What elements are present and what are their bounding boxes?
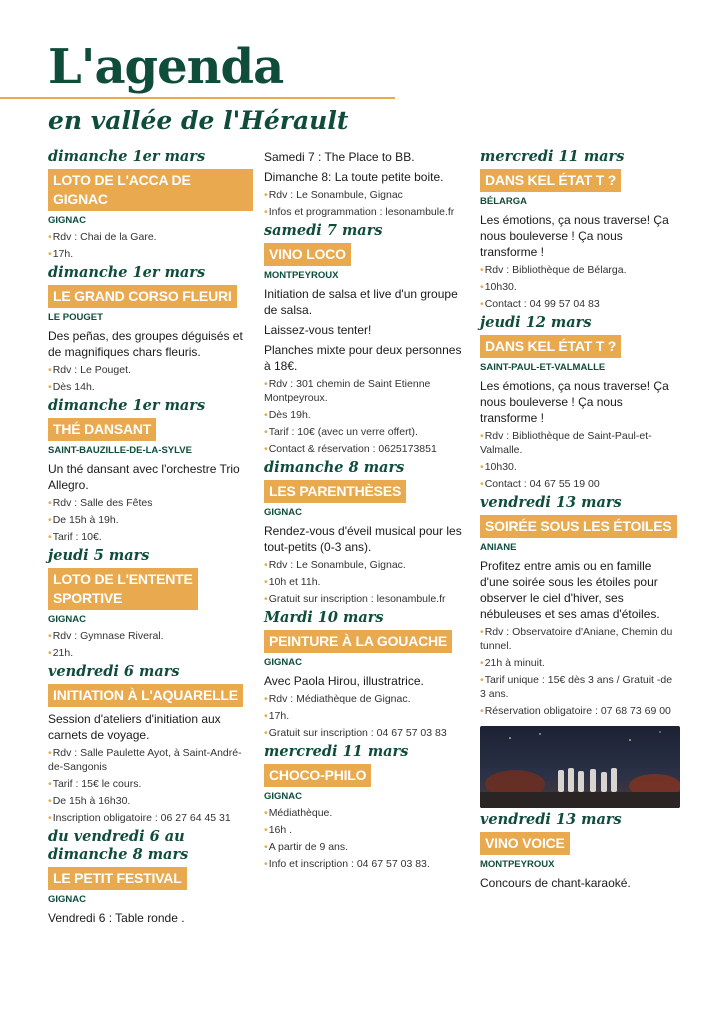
event-detail: [480, 280, 680, 294]
event-detail: [480, 625, 680, 653]
event-detail: [264, 425, 469, 439]
event-description: Les émotions, ça nous traverse! Ça nous bouleverse ! Ça nous transforme !: [480, 379, 669, 425]
bullet-icon: •: [48, 514, 52, 526]
event-detail-text: Rdv : Médiathèque de Gignac.: [268, 693, 411, 705]
event-detail-text: Gratuit sur inscription : 04 67 57 03 83: [268, 727, 447, 739]
bullet-icon: •: [48, 231, 52, 243]
bullet-icon: •: [480, 281, 484, 293]
event-description: Laissez-vous tenter!: [264, 323, 372, 337]
agenda-event: [480, 494, 680, 718]
event-date: samedi 7 mars: [264, 222, 383, 239]
agenda-event: [480, 314, 680, 491]
event-detail-text: Rdv : Bibliothèque de Saint-Paul-et-Valmalle.: [480, 430, 652, 456]
event-detail-text: Gratuit sur inscription : lesonambule.fr: [268, 593, 446, 605]
bullet-icon: •: [264, 841, 268, 853]
event-detail-text: 10h et 11h.: [268, 576, 321, 588]
event-description: Vendredi 6 : Table ronde .: [48, 911, 185, 925]
event-location: SAINT-PAUL-ET-VALMALLE: [480, 362, 606, 373]
event-detail-text: Tarif : 10€.: [52, 531, 102, 543]
bullet-icon: •: [264, 576, 268, 588]
event-detail: [264, 408, 469, 422]
event-detail-text: De 15h à 19h.: [52, 514, 119, 526]
bullet-icon: •: [48, 364, 52, 376]
bullet-icon: •: [480, 430, 484, 442]
bullet-icon: •: [48, 795, 52, 807]
agenda-event: [264, 222, 469, 456]
event-date: dimanche 8 mars: [264, 459, 405, 476]
event-detail-text: De 15h à 16h30.: [52, 795, 131, 807]
event-description: Dimanche 8: La toute petite boite.: [264, 170, 444, 184]
event-detail: [48, 629, 253, 643]
event-detail-text: Rdv : Le Sonambule, Gignac: [268, 189, 403, 201]
event-date: jeudi 5 mars: [48, 547, 150, 564]
title-rule: [0, 97, 395, 99]
event-description: Planches mixte pour deux personnes à 18€.: [264, 343, 462, 373]
event-detail-text: A partir de 9 ans.: [268, 841, 349, 853]
event-detail: [48, 496, 253, 510]
event-location: MONTPEYROUX: [480, 859, 555, 870]
event-detail: [264, 377, 469, 405]
event-title-tag: PEINTURE À LA GOUACHE: [264, 630, 452, 653]
page-subtitle: en vallée de l'Hérault: [48, 106, 349, 135]
event-detail-text: Rdv : Salle Paulette Ayot, à Saint-André-de-Sangonis: [48, 747, 242, 773]
event-detail-text: Rdv : Le Sonambule, Gignac.: [268, 559, 406, 571]
event-detail: [48, 230, 253, 244]
event-description: Concours de chant-karaoké.: [480, 876, 631, 890]
page-title: L'agenda: [48, 39, 284, 95]
event-date: du vendredi 6 au dimanche 8 mars: [48, 828, 189, 863]
bullet-icon: •: [264, 559, 268, 571]
agenda-column-3: [480, 145, 680, 891]
event-title-tag: DANS KEL ÉTAT T ?: [480, 169, 621, 192]
bullet-icon: •: [264, 206, 268, 218]
bullet-icon: •: [480, 478, 484, 490]
bullet-icon: •: [264, 710, 268, 722]
event-detail-text: Rdv : Observatoire d'Aniane, Chemin du tunnel.: [480, 626, 673, 652]
bullet-icon: •: [264, 807, 268, 819]
bullet-icon: •: [48, 778, 52, 790]
event-photo: [480, 726, 680, 808]
event-detail-text: Rdv : 301 chemin de Saint Etienne Montpeyroux.: [264, 378, 431, 404]
event-title-line: SPORTIVE: [53, 590, 123, 606]
event-title-tag: LE PETIT FESTIVAL: [48, 867, 187, 890]
event-detail: [48, 777, 253, 791]
event-detail-text: Tarif : 15€ le cours.: [52, 778, 142, 790]
event-detail-text: Tarif unique : 15€ dès 3 ans / Gratuit -de 3 ans.: [480, 674, 673, 700]
event-title-tag: CHOCO-PHILO: [264, 764, 371, 787]
event-description: Les émotions, ça nous traverse! Ça nous bouleverse ! Ça nous transforme !: [480, 213, 669, 259]
event-location: GIGNAC: [264, 507, 302, 518]
event-title-tag: LOTO DE L'ACCA DE GIGNAC: [48, 169, 253, 211]
event-date: vendredi 13 mars: [480, 494, 622, 511]
event-detail-text: Rdv : Bibliothèque de Bélarga.: [484, 264, 627, 276]
event-detail: [264, 857, 469, 871]
event-detail-text: 16h .: [268, 824, 293, 836]
agenda-event: [480, 148, 680, 311]
bullet-icon: •: [48, 381, 52, 393]
event-location: GIGNAC: [48, 614, 86, 625]
event-detail: [48, 363, 253, 377]
bullet-icon: •: [480, 705, 484, 717]
event-detail: [264, 840, 469, 854]
event-detail-text: Tarif : 10€ (avec un verre offert).: [268, 426, 418, 438]
bullet-icon: •: [48, 647, 52, 659]
bullet-icon: •: [48, 248, 52, 260]
event-detail-text: 10h30.: [484, 461, 517, 473]
agenda-column-2: [264, 145, 469, 871]
event-title-tag: LES PARENTHÈSES: [264, 480, 406, 503]
bullet-icon: •: [480, 674, 484, 686]
bullet-icon: •: [480, 626, 484, 638]
bullet-icon: •: [264, 378, 268, 390]
event-title-tag: INITIATION À L'AQUARELLE: [48, 684, 243, 707]
event-detail-text: 17h.: [52, 248, 74, 260]
event-detail-text: Rdv : Chai de la Gare.: [52, 231, 157, 243]
agenda-event: [48, 828, 253, 926]
event-title-tag: SOIRÉE SOUS LES ÉTOILES: [480, 515, 677, 538]
event-date: dimanche 1er mars: [48, 148, 206, 165]
bullet-icon: •: [48, 531, 52, 543]
event-date: mercredi 11 mars: [480, 148, 625, 165]
bullet-icon: •: [480, 298, 484, 310]
event-detail: [264, 692, 469, 706]
bullet-icon: •: [48, 630, 52, 642]
agenda-event: [264, 149, 469, 219]
event-detail: [480, 429, 680, 457]
bullet-icon: •: [264, 858, 268, 870]
bullet-icon: •: [480, 264, 484, 276]
event-detail: [48, 513, 253, 527]
event-title-line: LOTO DE L'ENTENTE: [53, 571, 193, 587]
event-location: SAINT-BAUZILLE-DE-LA-SYLVE: [48, 445, 192, 456]
event-detail: [480, 704, 680, 718]
agenda-event: [48, 397, 253, 544]
agenda-column-1: [48, 145, 253, 926]
event-detail: [480, 673, 680, 701]
agenda-event: [264, 459, 469, 606]
event-detail: [264, 575, 469, 589]
event-location: GIGNAC: [264, 657, 302, 668]
event-detail-text: Contact & réservation : 0625173851: [268, 443, 437, 455]
agenda-event: [48, 148, 253, 261]
event-date: dimanche 1er mars: [48, 397, 206, 414]
bullet-icon: •: [264, 189, 268, 201]
event-detail-text: 21h.: [52, 647, 74, 659]
event-detail: [480, 656, 680, 670]
event-detail: [48, 380, 253, 394]
bullet-icon: •: [264, 443, 268, 455]
event-detail-text: Rdv : Salle des Fêtes: [52, 497, 153, 509]
event-location: LE POUGET: [48, 312, 103, 323]
event-location: GIGNAC: [48, 215, 86, 226]
event-detail: [264, 709, 469, 723]
event-title-tag: VINO VOICE: [480, 832, 570, 855]
event-detail: [480, 297, 680, 311]
event-detail: [264, 558, 469, 572]
event-detail-text: 10h30.: [484, 281, 517, 293]
event-detail: [48, 530, 253, 544]
agenda-event: [264, 609, 469, 740]
event-location: BÉLARGA: [480, 196, 527, 207]
event-description: Session d'ateliers d'initiation aux carnets de voyage.: [48, 712, 221, 742]
event-description: Profitez entre amis ou en famille d'une soirée sous les étoiles pour observer le ciel d'hiver, ses nébuleuses et ses amas d'étoiles.: [480, 559, 660, 621]
bullet-icon: •: [264, 593, 268, 605]
agenda-event: [264, 743, 469, 871]
event-location: MONTPEYROUX: [264, 270, 339, 281]
agenda-event: [480, 811, 680, 891]
event-location: ANIANE: [480, 542, 517, 553]
event-title-tag: [48, 568, 198, 610]
bullet-icon: •: [264, 426, 268, 438]
event-detail: [48, 247, 253, 261]
event-detail: [480, 263, 680, 277]
event-date: mercredi 11 mars: [264, 743, 409, 760]
event-detail-text: Réservation obligatoire : 07 68 73 69 00: [484, 705, 671, 717]
event-date: Mardi 10 mars: [264, 609, 384, 626]
bullet-icon: •: [264, 409, 268, 421]
event-description: Des peñas, des groupes déguisés et de magnifiques chars fleuris.: [48, 329, 243, 359]
event-description: Rendez-vous d'éveil musical pour les tout-petits (0-3 ans).: [264, 524, 462, 554]
event-description: Initiation de salsa et live d'un groupe de salsa.: [264, 287, 458, 317]
event-title-tag: LE GRAND CORSO FLEURI: [48, 285, 237, 308]
masthead: [48, 40, 283, 94]
event-detail-text: 17h.: [268, 710, 290, 722]
event-date: dimanche 1er mars: [48, 264, 206, 281]
event-detail: [480, 460, 680, 474]
bullet-icon: •: [48, 497, 52, 509]
event-detail-text: Dès 19h.: [268, 409, 311, 421]
event-detail-text: Info et inscription : 04 67 57 03 83.: [268, 858, 430, 870]
event-detail: [48, 646, 253, 660]
bullet-icon: •: [264, 727, 268, 739]
bullet-icon: •: [264, 693, 268, 705]
bullet-icon: •: [480, 657, 484, 669]
event-detail-text: Rdv : Gymnase Riveral.: [52, 630, 164, 642]
event-detail-text: Contact : 04 67 55 19 00: [484, 478, 600, 490]
bullet-icon: •: [48, 747, 52, 759]
event-detail: [264, 188, 469, 202]
event-location: GIGNAC: [264, 791, 302, 802]
agenda-event: [48, 663, 253, 825]
event-title-tag: THÉ DANSANT: [48, 418, 156, 441]
bullet-icon: •: [480, 461, 484, 473]
event-detail-text: 21h à minuit.: [484, 657, 545, 669]
event-detail: [264, 823, 469, 837]
event-detail: [264, 442, 469, 456]
event-detail: [48, 794, 253, 808]
event-detail: [48, 746, 253, 774]
event-location: GIGNAC: [48, 894, 86, 905]
event-date: vendredi 6 mars: [48, 663, 180, 680]
agenda-event: [48, 264, 253, 394]
event-detail: [264, 726, 469, 740]
event-detail: [264, 205, 469, 219]
event-title-tag: DANS KEL ÉTAT T ?: [480, 335, 621, 358]
event-description: Avec Paola Hirou, illustratrice.: [264, 674, 424, 688]
event-detail-text: Inscription obligatoire : 06 27 64 45 31: [52, 812, 231, 824]
event-detail-text: Dès 14h.: [52, 381, 95, 393]
event-detail-text: Rdv : Le Pouget.: [52, 364, 131, 376]
event-detail: [264, 806, 469, 820]
bullet-icon: •: [48, 812, 52, 824]
event-detail-text: Infos et programmation : lesonambule.fr: [268, 206, 455, 218]
event-detail: [264, 592, 469, 606]
event-date: jeudi 12 mars: [480, 314, 592, 331]
event-date: vendredi 13 mars: [480, 811, 622, 828]
bullet-icon: •: [264, 824, 268, 836]
event-detail: [480, 477, 680, 491]
agenda-event: [48, 547, 253, 660]
event-detail: [48, 811, 253, 825]
event-title-tag: VINO LOCO: [264, 243, 351, 266]
event-detail-text: Médiathèque.: [268, 807, 333, 819]
event-detail-text: Contact : 04 99 57 04 83: [484, 298, 600, 310]
event-description: Un thé dansant avec l'orchestre Trio Allegro.: [48, 462, 240, 492]
event-description: Samedi 7 : The Place to BB.: [264, 150, 415, 164]
